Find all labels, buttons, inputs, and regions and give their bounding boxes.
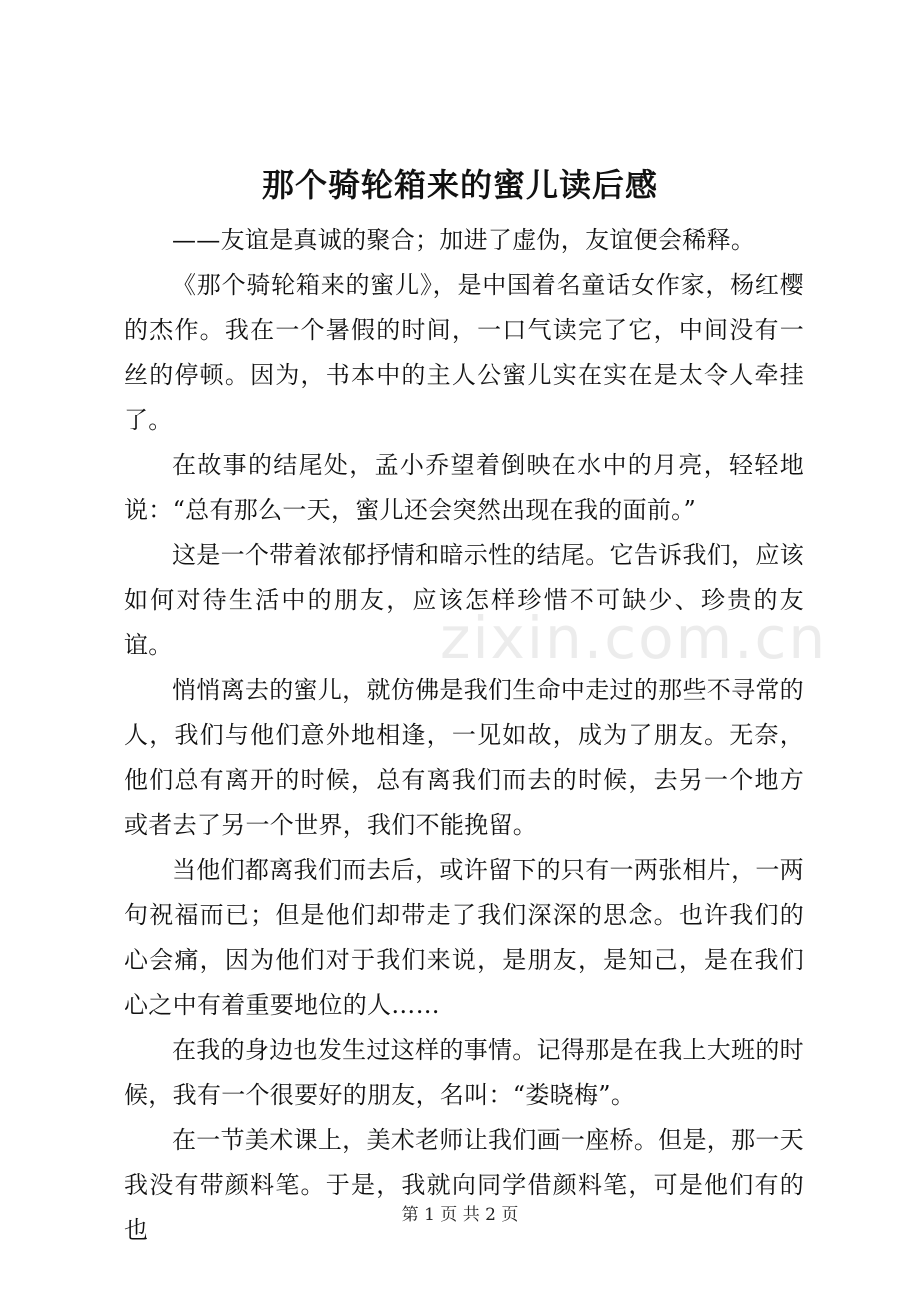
paragraph-4: 悄悄离去的蜜儿，就仿佛是我们生命中走过的那些不寻常的人，我们与他们意外地相逢，一见如故，成为了朋友。无奈，他们总有离开的时候，总有离我们而去的时候，去另一个地方或者去了另一个世界，我们不能挽留。 [124, 676, 804, 839]
document-title: 那个骑轮箱来的蜜儿读后感 [261, 166, 658, 204]
paragraph-2: 在故事的结尾处，孟小乔望着倒映在水中的月亮，轻轻地说：“总有那么一天，蜜儿还会突然出现在我的面前。” [124, 451, 804, 524]
paragraph-1: 《那个骑轮箱来的蜜儿》，是中国着名童话女作家，杨红樱的杰作。我在一个暑假的时间，一口气读完了它，中间没有一丝的停顿。因为，书本中的主人公蜜儿实在实在是太令人牵挂了。 [124, 271, 804, 434]
document-body [124, 218, 804, 1253]
paragraph-3: 这是一个带着浓郁抒情和暗示性的结尾。它告诉我们，应该如何对待生活中的朋友，应该怎样珍惜不可缺少、珍贵的友谊。 [124, 541, 804, 659]
epigraph: ——友谊是真诚的聚合；加进了虚伪，友谊便会稀释。 [172, 226, 756, 254]
paragraph-5: 当他们都离我们而去后，或许留下的只有一两张相片，一两句祝福而已；但是他们却带走了我们深深的思念。也许我们的心会痛，因为他们对于我们来说，是朋友，是知己，是在我们心之中有着重要地位的人…… [124, 856, 804, 1019]
paragraph-7: 在一节美术课上，美术老师让我们画一座桥。但是，那一天我没有带颜料笔。于是，我就向同学借颜料笔，可是他们有的也 [124, 1126, 804, 1244]
watermark: zixin.com.cn [440, 604, 828, 672]
paragraph-6: 在我的身边也发生过这样的事情。记得那是在我上大班的时候，我有一个很要好的朋友，名叫：“娄晓梅”。 [124, 1036, 804, 1109]
page-footer: 第 1 页 共 2 页 [401, 1205, 519, 1225]
